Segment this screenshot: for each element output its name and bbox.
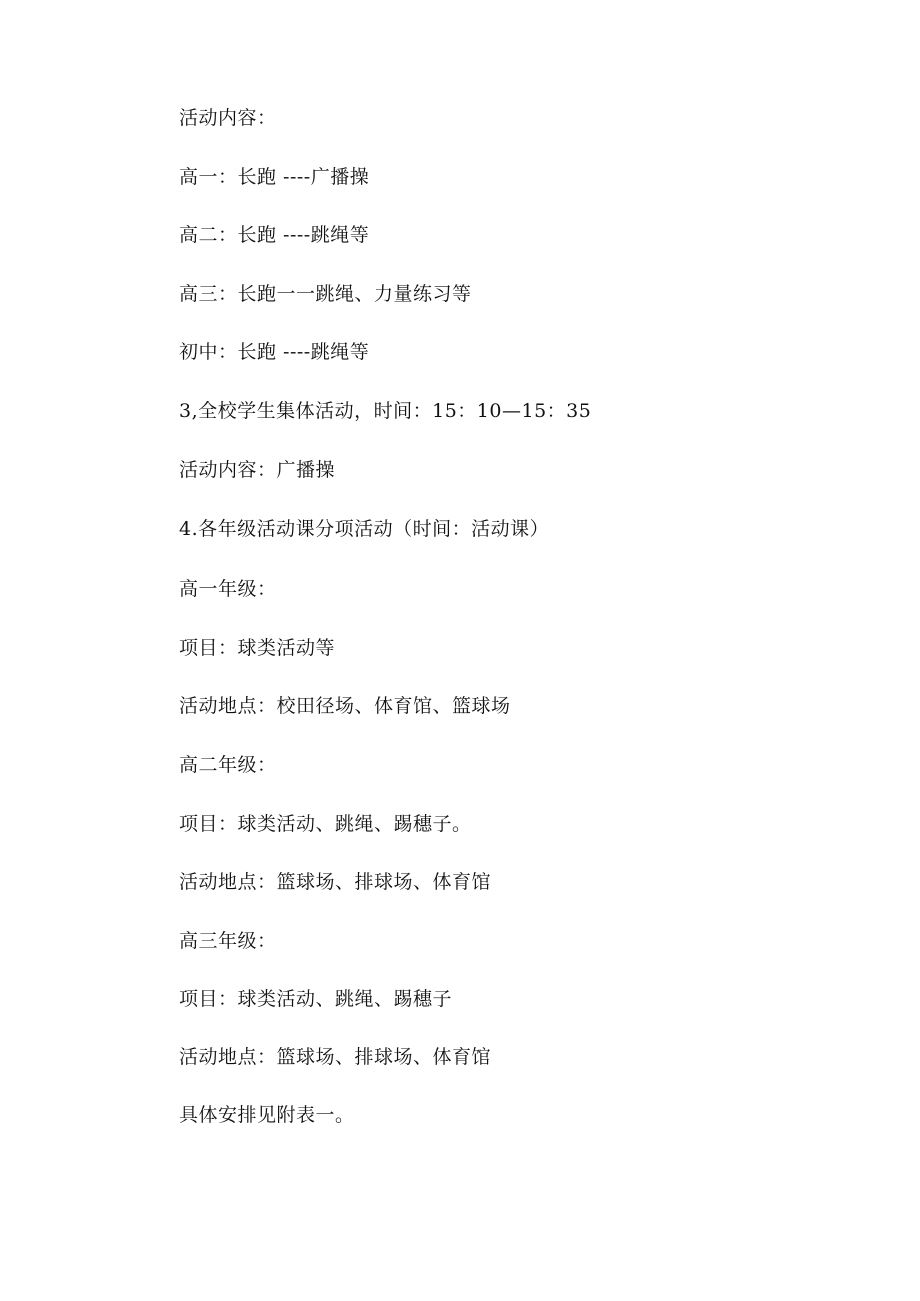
text-line: 高三年级：: [179, 930, 277, 952]
text-line: 3,全校学生集体活动，时间：15：10—15：35: [179, 400, 592, 422]
text-line: 初中：长跑 ----跳绳等: [179, 341, 370, 363]
text-line: 高一：长跑 ----广播操: [179, 166, 370, 188]
text-line: 高二年级：: [179, 754, 277, 776]
text-line: 项目：球类活动、跳绳、踢穗子: [179, 988, 453, 1010]
text-line: 高一年级：: [179, 578, 277, 600]
text-line: 活动地点：篮球场、排球场、体育馆: [179, 871, 492, 893]
text-line: 活动地点：篮球场、排球场、体育馆: [179, 1046, 492, 1068]
text-line: 活动内容：: [179, 107, 277, 129]
text-line: 高二：长跑 ----跳绳等: [179, 224, 370, 246]
text-line: 活动地点：校田径场、体育馆、篮球场: [179, 695, 511, 717]
text-line: 高三：长跑一一跳绳、力量练习等: [179, 283, 472, 305]
text-line: 项目：球类活动等: [179, 637, 336, 659]
text-line: 活动内容：广播操: [179, 459, 336, 481]
text-line: 项目：球类活动、跳绳、踢穗子。: [179, 813, 472, 835]
text-line: 4.各年级活动课分项活动（时间：活动课）: [179, 518, 550, 540]
text-line: 具体安排见附表一。: [179, 1104, 355, 1126]
